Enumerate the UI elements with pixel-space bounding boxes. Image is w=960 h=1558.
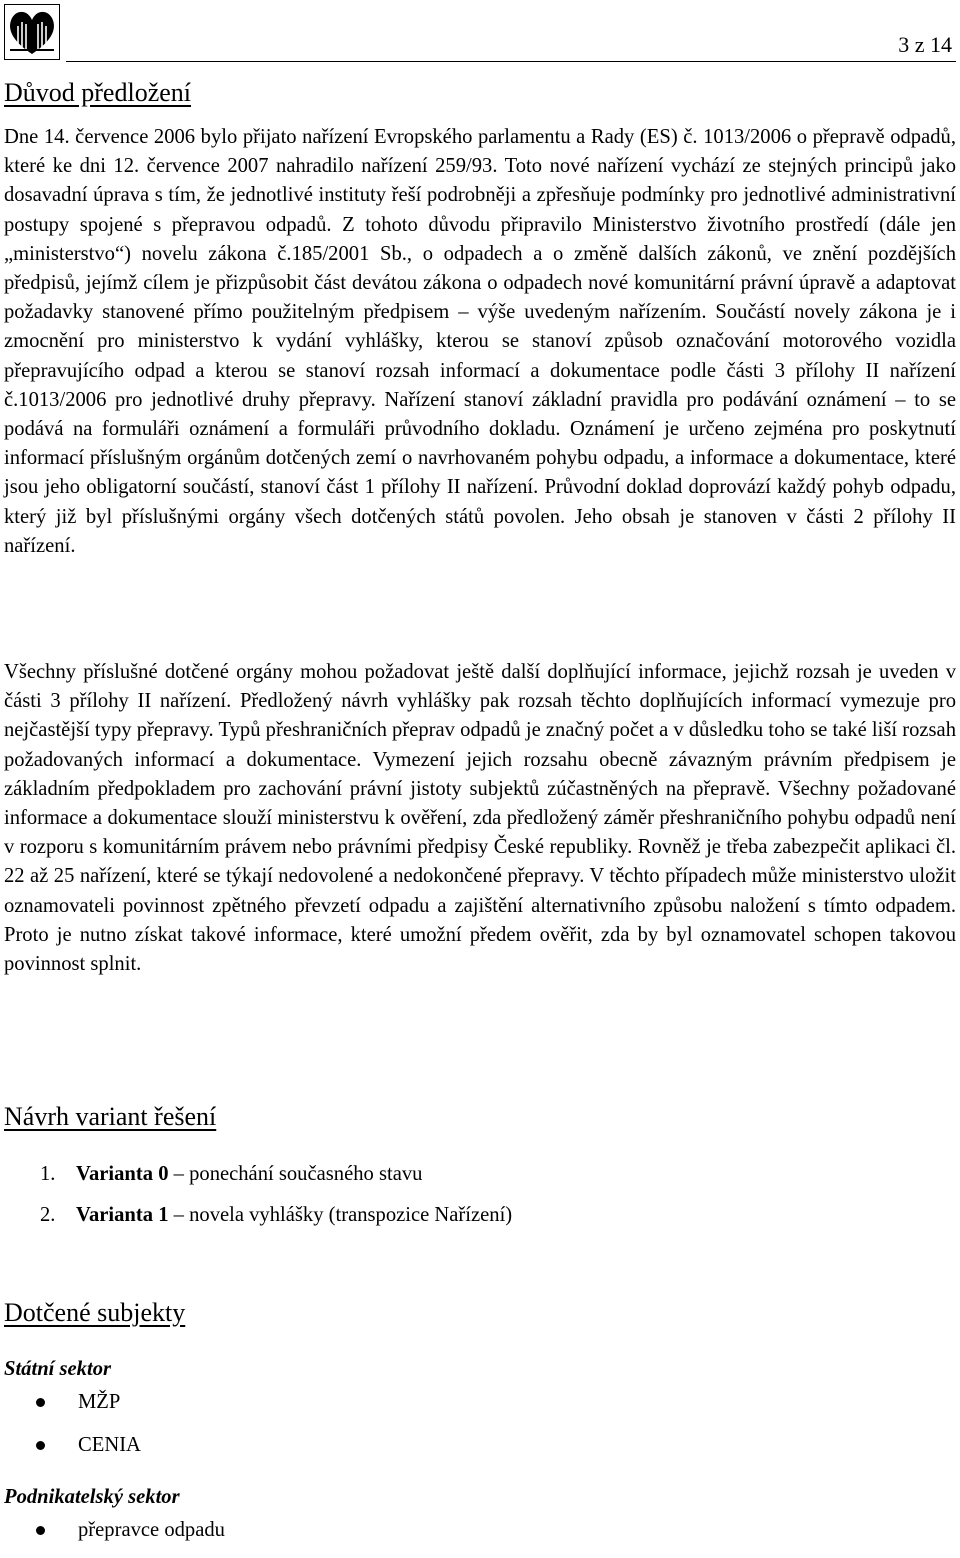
section-title-reason: Důvod předložení [4, 78, 192, 107]
business-sector-list [36, 1515, 225, 1558]
section-title-variants: Návrh variant řešení [4, 1102, 217, 1131]
list-item [36, 1430, 141, 1460]
variant-number: 1. [40, 1163, 56, 1185]
list-item [36, 1387, 141, 1417]
bullet-icon [36, 1441, 45, 1450]
variant-name: Varianta 0 [76, 1163, 169, 1185]
variant-description: – novela vyhlášky (transpozice Nařízení) [168, 1204, 513, 1226]
list-item [36, 1515, 225, 1545]
state-sector-list [36, 1387, 141, 1473]
paragraph-reason-2: Všechny příslušné dotčené orgány mohou požadovat ještě další doplňující informace, jejichž rozsah je uveden v části 3 přílohy II nařízení. Předložený návrh vyhlášky pak rozsah těchto doplňujících informací vymezuje pro nejčastější typy přepravy. Typů přeshraničních přeprav odpadů je značný počet a v důsledku toho se také liší rozsah požadovaných informací a dokumentace. Vymezení jejich rozsahu obecně závazným právním předpisem je základním předpokladem pro zachování právní jistoty subjektů zúčastněných na přepravě. Všechny požadované informace a dokumentace slouží ministerstvu k ověření, zda předložený záměr přeshraničního pohybu odpadů není v rozporu s komunitárním právem nebo právními předpisy České republiky. Rovněž je třeba zabezpečit aplikaci čl. 22 až 25 nařízení, které se týkají nedovolené a nedokončené přepravy. V těchto případech může ministerstvo uložit oznamovateli povinnost zpětného převzetí odpadu a zajištění alternativního způsobu naložení s tímto odpadem. Proto je nutno získat takové informace, které umožní předem ověřit, zda by byl oznamovatel schopen takovou povinnost splnit. [4, 661, 956, 976]
list-item-label: CENIA [78, 1434, 141, 1456]
list-item-label: MŽP [78, 1391, 121, 1413]
variant-list [40, 1160, 512, 1242]
page-number: 3 z 14 [898, 32, 952, 57]
header-rule [66, 61, 956, 62]
heart-hands-logo-icon [4, 4, 60, 60]
bullet-icon [36, 1398, 45, 1407]
section-title-subjects: Dotčené subjekty [4, 1298, 186, 1327]
variant-description: – ponechání současného stavu [168, 1163, 423, 1185]
bullet-icon [36, 1526, 45, 1535]
paragraph-reason-1: Dne 14. července 2006 bylo přijato nařízení Evropského parlamentu a Rady (ES) č. 1013/2006 o přepravě odpadů, které ke dni 12. července 2007 nahradilo nařízení 259/93. Toto nové nařízení vychází ze stejných principů jako dosavadní úprava s tím, že jednotlivé instituty řeší podrobněji a zpřesňuje podmínky pro jednotlivé administrativní postupy spojené s přepravou odpadů. Z tohoto důvodu připravilo Ministerstvo životního prostředí (dále jen „ministerstvo“) novelu zákona č.185/2001 Sb., o odpadech a o změně dalších zákonů, ve znění pozdějších předpisů, jejímž cílem je přizpůsobit část devátou zákona o odpadech nové komunitární právní úpravě a adaptovat požadavky stanovené přímo použitelným předpisem – výše uvedeným nařízením. Součástí novely zákona je i zmocnění pro ministerstvo k vydání vyhlášky, kterou se stanoví způsob označování motorového vozidla přepravujícího odpad a kterou se stanoví rozsah informací a dokumentace podle části 3 přílohy II nařízení č.1013/2006 pro jednotlivé druhy přepravy. Nařízení stanoví základní pravidla pro podávání oznámení – to se podává na formuláři oznámení a formuláři průvodního dokladu. Oznámení je určeno zejména pro poskytnutí informací příslušným orgánům dotčených zemí o navrhovaném pohybu odpadu, a informace a dokumentace, které jsou jeho obligatorní součástí, stanoví část 1 přílohy II nařízení. Průvodní doklad doprovází každý pohyb odpadu, který již byl příslušnými orgány všech dotčených států povolen. Jeho obsah je stanoven v části 2 přílohy II nařízení. [4, 126, 956, 557]
variant-item [40, 1201, 512, 1229]
variant-item [40, 1160, 512, 1188]
state-sector-label: Státní sektor [4, 1358, 112, 1380]
variant-number: 2. [40, 1204, 56, 1226]
variant-name: Varianta 1 [76, 1204, 169, 1226]
list-item-label: přepravce odpadu [78, 1519, 225, 1541]
business-sector-label: Podnikatelský sektor [4, 1486, 180, 1508]
